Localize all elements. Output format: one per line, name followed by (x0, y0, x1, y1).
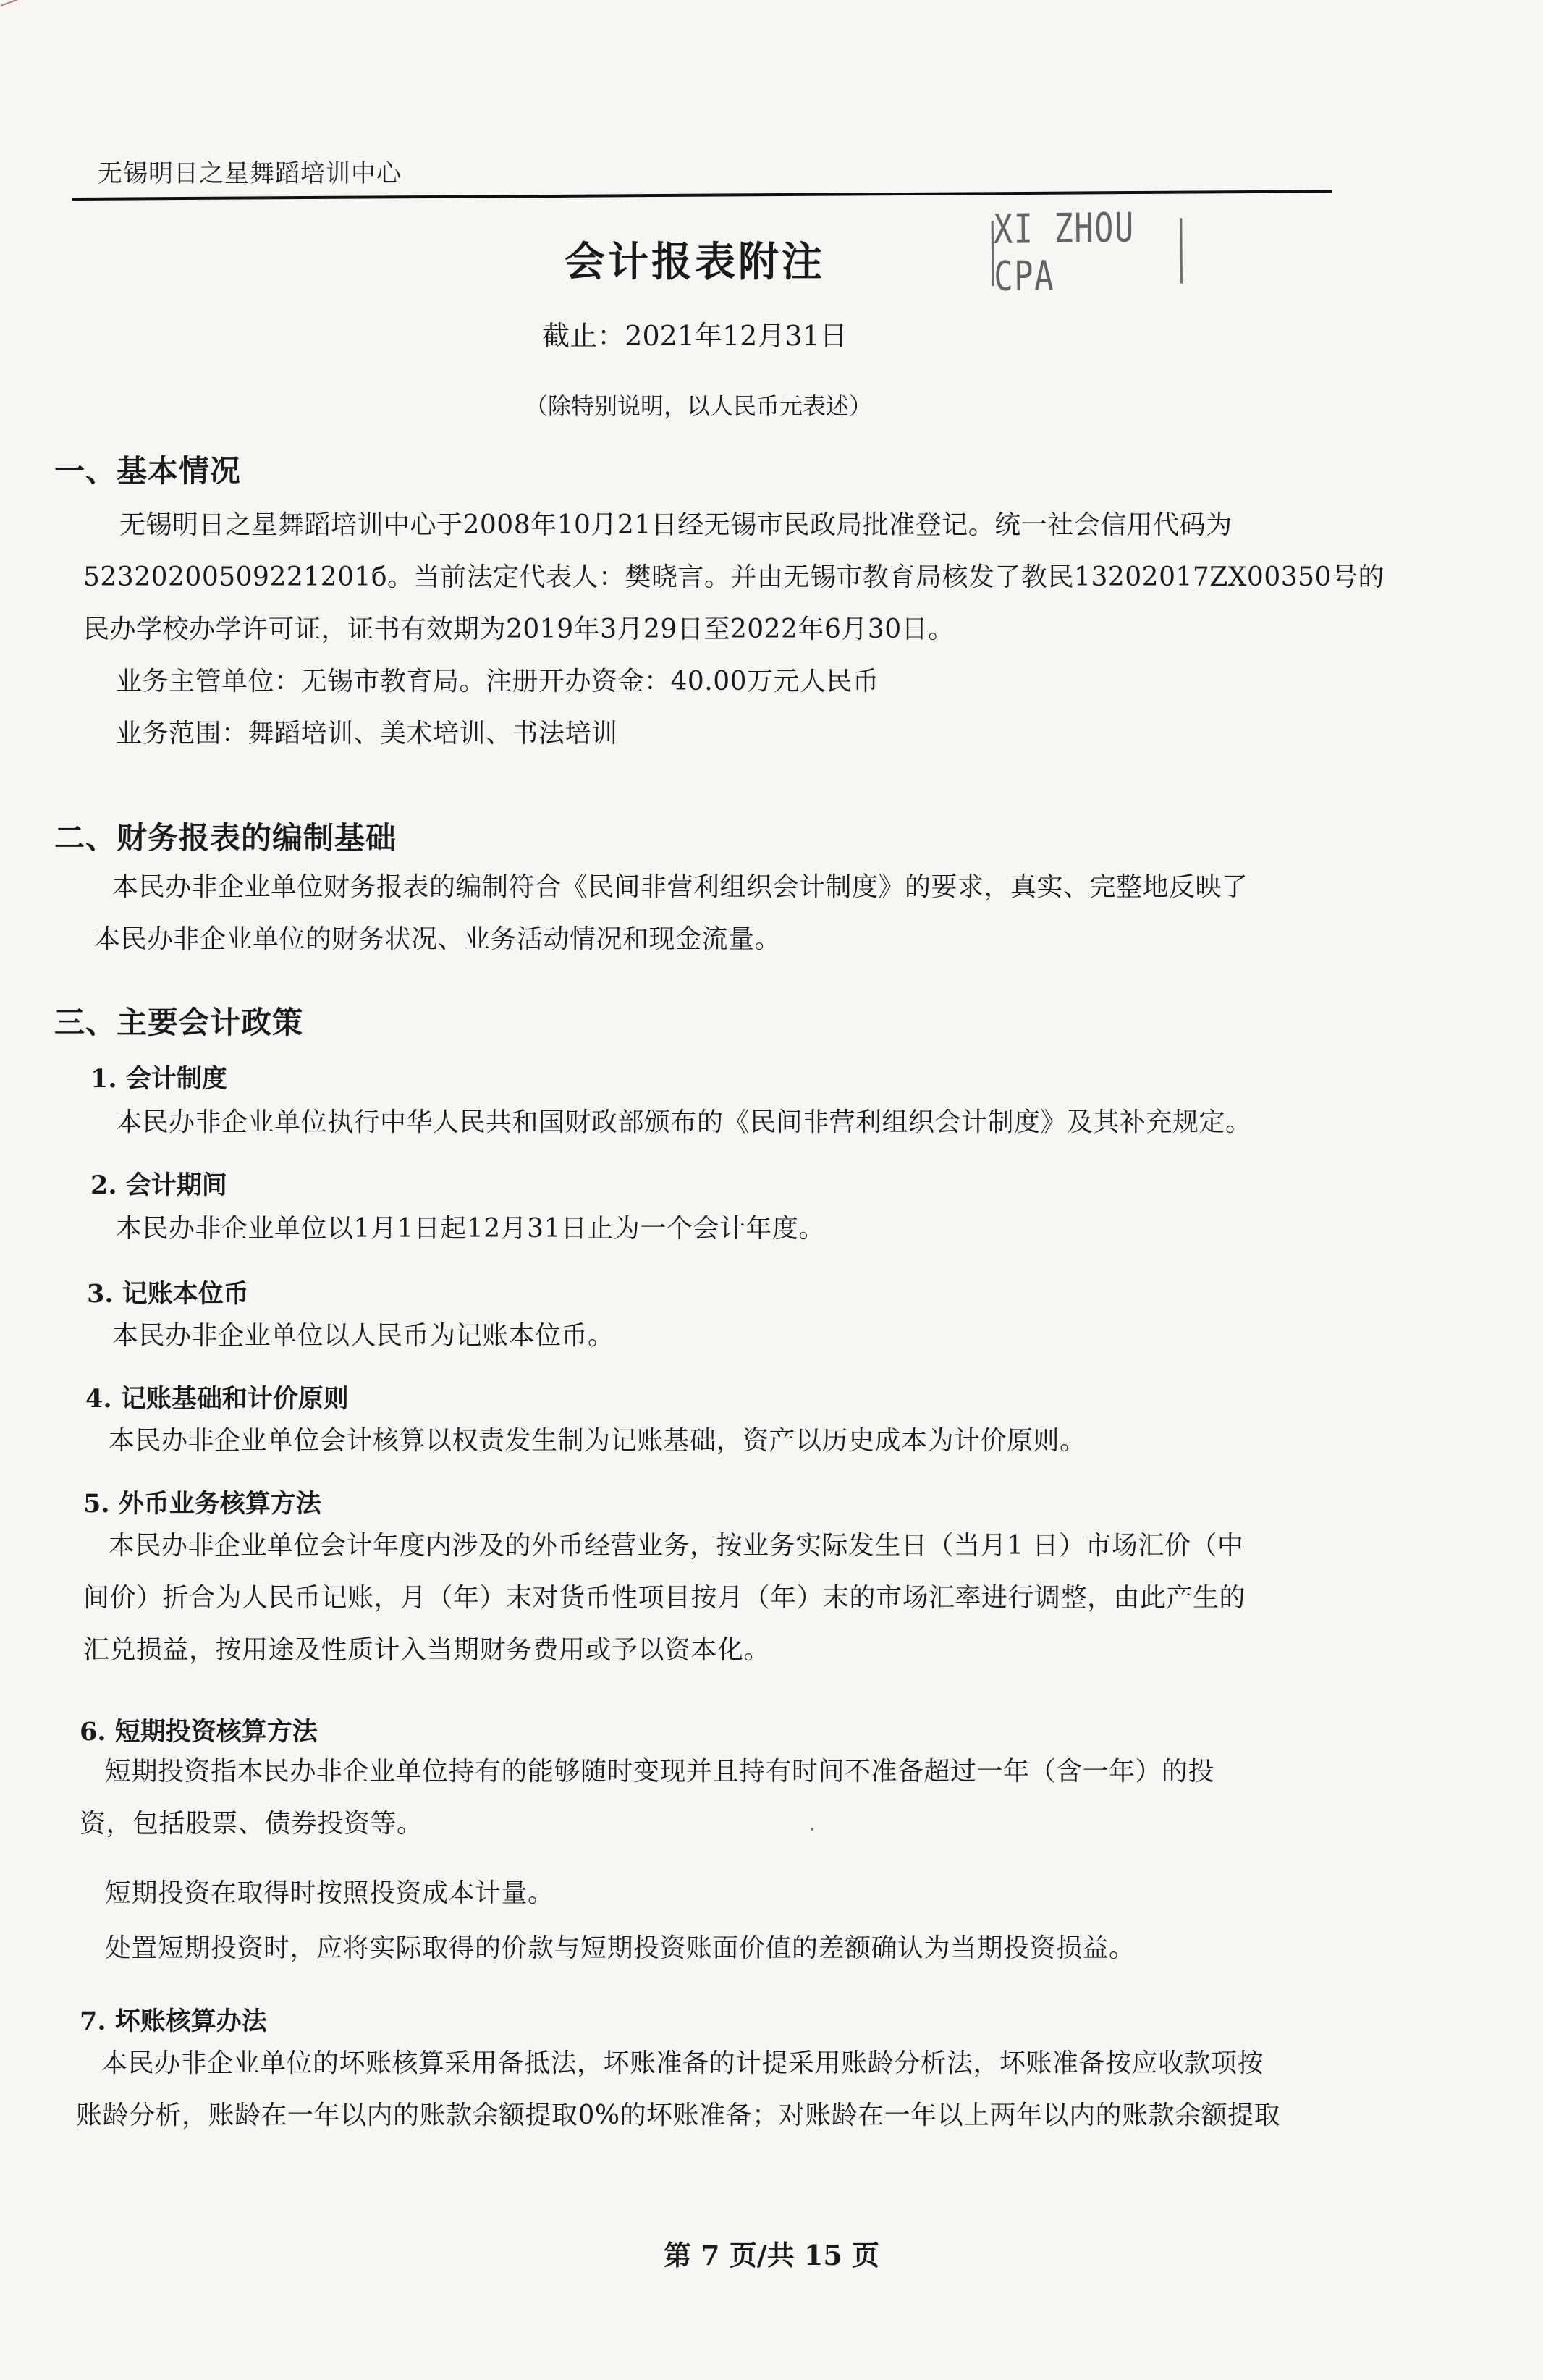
policy-title: 7. 坏账核算办法 (80, 2006, 267, 2036)
scan-edge-mark (1, 0, 28, 7)
policy-title: 1. 会计制度 (90, 1064, 227, 1094)
scan-speck (811, 1828, 813, 1831)
paragraph-line: 业务范围：舞蹈培训、美术培训、书法培训 (116, 719, 618, 748)
paragraph-line: 处置短期投资时，应将实际取得的价款与短期投资账面价值的差额确认为当期投资损益。 (105, 1933, 1136, 1963)
policy-title: 2. 会计期间 (90, 1170, 227, 1200)
paragraph-line: 本民办非企业单位执行中华人民共和国财政部颁布的《民间非营利组织会计制度》及其补充规定。 (116, 1107, 1252, 1137)
paragraph-line: 本民办非企业单位以1月1日起12月31日止为一个会计年度。 (116, 1214, 825, 1244)
paragraph-line: 本民办非企业单位财务报表的编制符合《民间非营利组织会计制度》的要求，真实、完整地反映了 (112, 872, 1248, 902)
paragraph-line: 本民办非企业单位的财务状况、业务活动情况和现金流量。 (94, 924, 782, 954)
organization-header: 无锡明日之星舞蹈培训中心 (98, 159, 402, 188)
header-divider (72, 190, 1332, 201)
paragraph-line: 本民办非企业单位会计核算以权责发生制为记账基础，资产以历史成本为计价原则。 (109, 1426, 1086, 1456)
paragraph-line: 短期投资在取得时按照投资成本计量。 (105, 1878, 554, 1908)
paragraph-line: 账龄分析，账龄在一年以内的账款余额提取0%的坏账准备；对账龄在一年以上两年以内的账款余额提取 (76, 2101, 1281, 2130)
section-heading-policies: 三、主要会计政策 (54, 1005, 304, 1040)
policy-title: 4. 记账基础和计价原则 (85, 1384, 349, 1414)
date-line: 截止：2021年12月31日 (542, 320, 847, 352)
page-number: 第 7 页/共 15 页 (663, 2239, 880, 2271)
paragraph-line: 业务主管单位：无锡市教育局。注册开办资金：40.00万元人民币 (116, 667, 879, 696)
paragraph-line: 短期投资指本民办非企业单位持有的能够随时变现并且持有时间不准备超过一年（含一年）的投 (105, 1757, 1215, 1786)
paragraph-line: 本民办非企业单位会计年度内涉及的外币经营业务，按业务实际发生日（当月1 日）市场汇价（中 (109, 1531, 1244, 1561)
paragraph-line: 本民办非企业单位的坏账核算采用备抵法，坏账准备的计提采用账龄分析法，坏账准备按应收款项按 (101, 2048, 1264, 2078)
paragraph-line: 52320200509221201б。当前法定代表人：樊晓言。并由无锡市教育局核发了教民13202017ZX00350号的 (83, 562, 1385, 592)
section-heading-basic-info: 一、基本情况 (54, 453, 242, 489)
policy-title: 3. 记账本位币 (87, 1279, 249, 1309)
policy-title: 6. 短期投资核算方法 (80, 1717, 318, 1747)
paragraph-line: 汇兑损益，按用途及性质计入当期财务费用或予以资本化。 (83, 1635, 771, 1665)
page-title: 会计报表附注 (565, 238, 825, 286)
paragraph-line: 民办学校办学许可证，证书有效期为2019年3月29日至2022年6月30日。 (83, 615, 955, 644)
policy-title: 5. 外币业务核算方法 (83, 1489, 321, 1519)
paragraph-line: 间价）折合为人民币记账，月（年）末对货币性项目按月（年）末的市场汇率进行调整，由此产生的 (83, 1583, 1246, 1613)
paragraph-line: 资，包括股票、债券投资等。 (80, 1809, 423, 1839)
currency-note: （除特别说明，以人民币元表述） (524, 392, 872, 420)
section-heading-basis: 二、财务报表的编制基础 (54, 820, 397, 856)
paragraph-line: 无锡明日之星舞蹈培训中心于2008年10月21日经无锡市民政局批准登记。统一社会信用代码为 (119, 510, 1233, 540)
auditor-stamp: XI ZHOU CPA (992, 218, 1183, 286)
paragraph-line: 本民办非企业单位以人民币为记账本位币。 (112, 1321, 614, 1351)
